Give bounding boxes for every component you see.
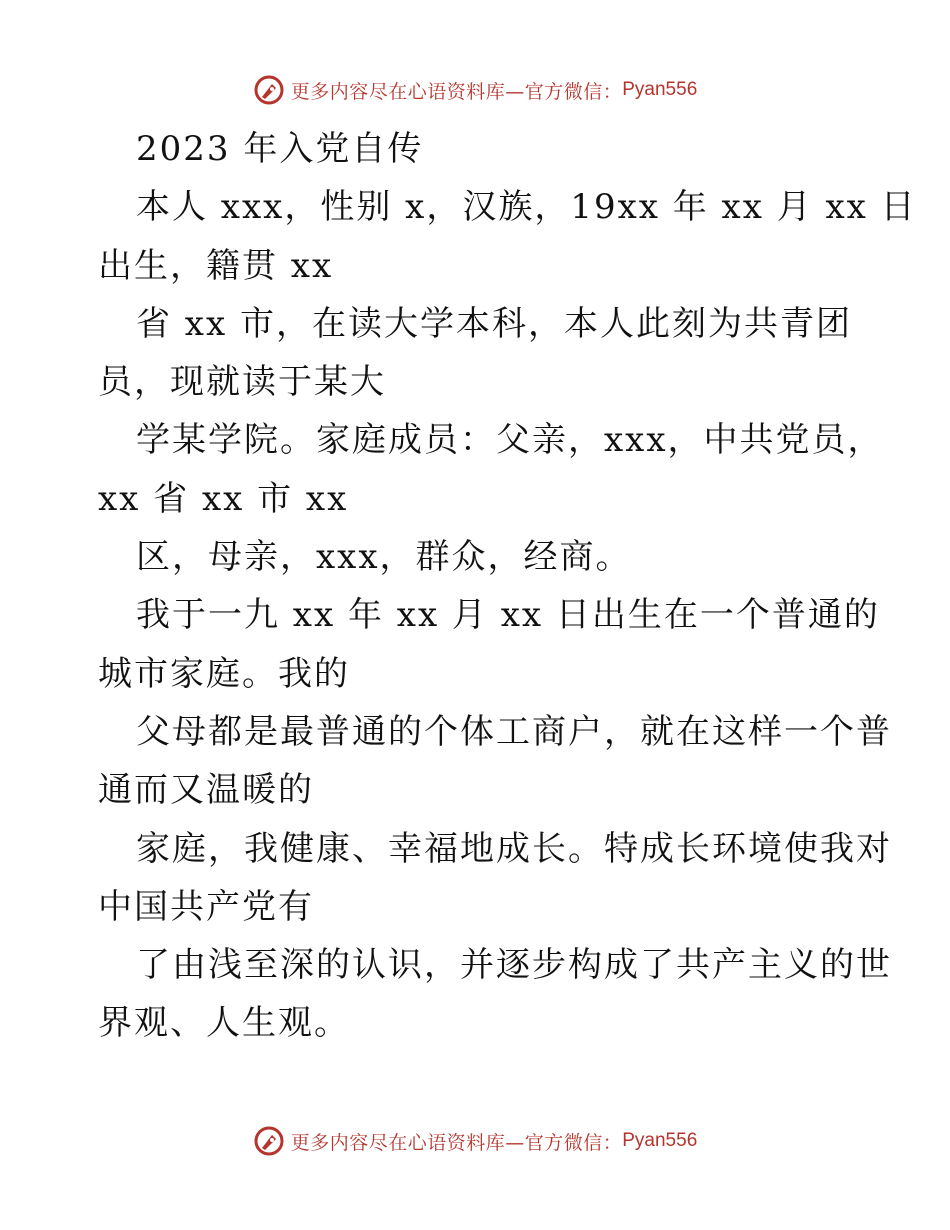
document-title: 2023 年入党自传 [136,129,424,169]
pen-nib-logo-icon [253,74,285,106]
text-line: 省 xx 市，在读大学本科，本人此刻为共青团 [136,303,852,344]
watermark-wechat-id: Pyan556 [622,79,698,100]
text-line: 学某学院。家庭成员：父亲，xxx，中共党员， [136,420,884,461]
header-watermark [0,74,950,106]
text-line: 出生，籍贯 xx [98,245,334,286]
text-line: 员，现就读于某大 [98,362,386,403]
pen-nib-logo-icon [253,1125,285,1157]
text-line: 中国共产党有 [98,886,314,927]
text-line: 父母都是最普通的个体工商户，就在这样一个普 [136,711,892,752]
text-line: xx 省 xx 市 xx [98,478,349,519]
text-line: 我于一九 xx 年 xx 月 xx 日出生在一个普通的 [136,595,880,636]
text-line: 本人 xxx，性别 x，汉族，19xx 年 xx 月 xx 日 [136,187,917,228]
text-line: 界观、人生观。 [98,1003,350,1044]
text-line: 区，母亲，xxx，群众，经商。 [136,537,632,578]
watermark-text: 更多内容尽在心语资料库—官方微信： [290,80,623,103]
text-line: 家庭，我健康、幸福地成长。特成长环境使我对 [136,828,892,869]
watermark-text: 更多内容尽在心语资料库—官方微信： [290,1131,623,1154]
text-line: 了由浅至深的认识，并逐步构成了共产主义的世 [136,945,892,986]
text-line: 通而又温暖的 [98,770,314,811]
footer-watermark [0,1125,950,1157]
watermark-wechat-id: Pyan556 [622,1130,698,1151]
text-line: 城市家庭。我的 [98,653,350,694]
document-body [98,120,917,1053]
